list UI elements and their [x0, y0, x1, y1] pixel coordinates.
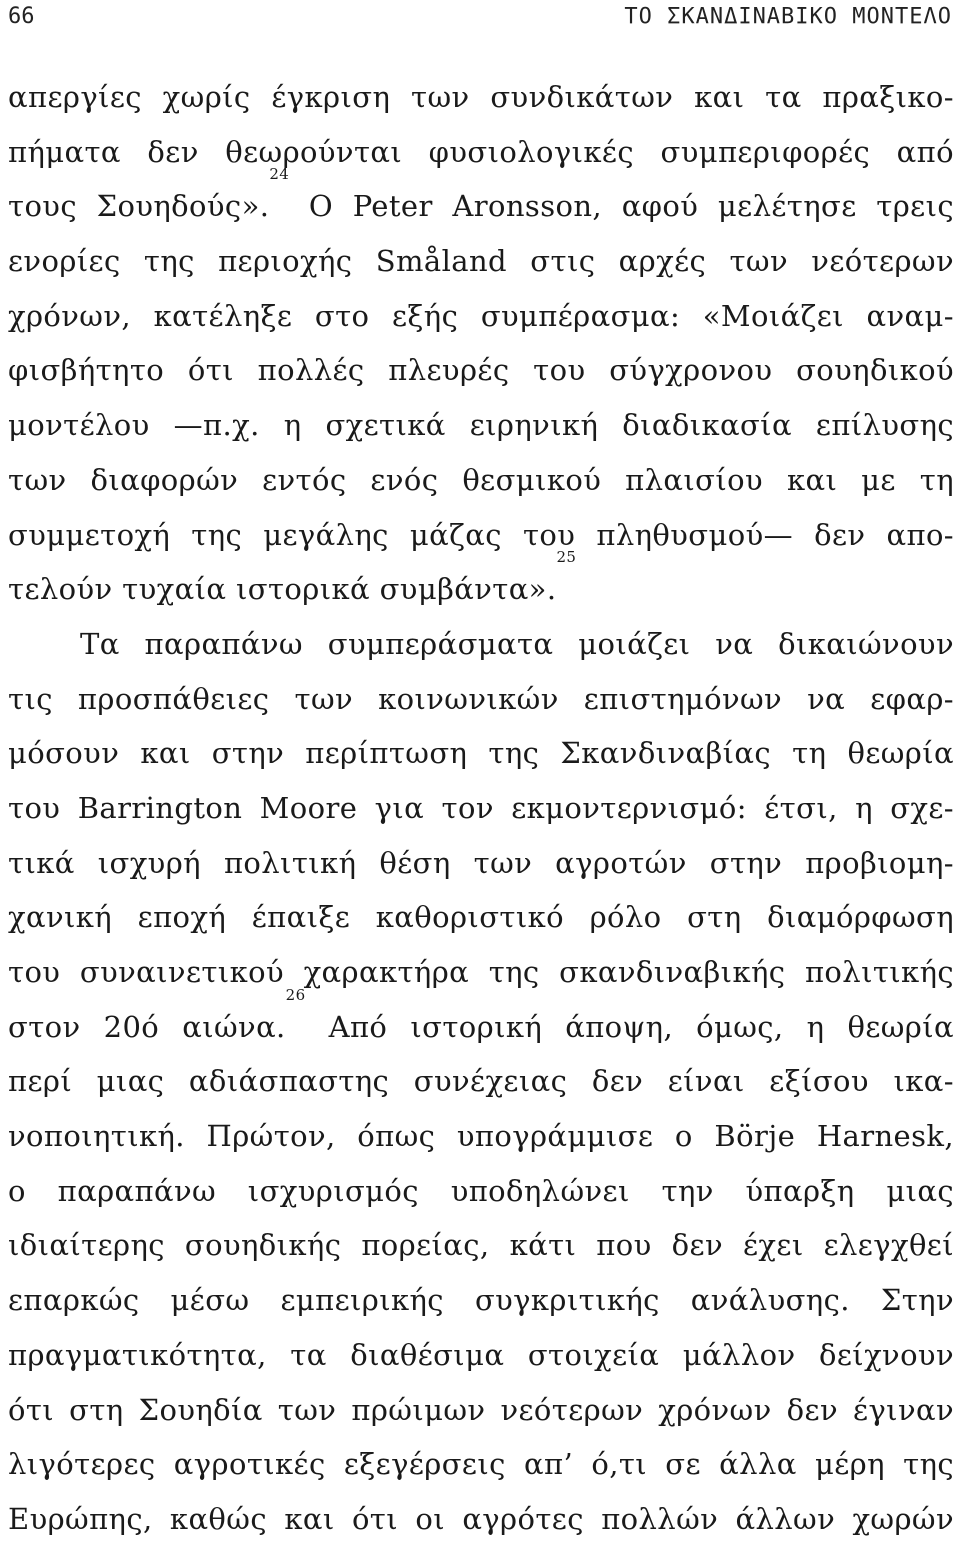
text-segment: Ευρώπης, καθώς και ότι οι αγρότες πολλών άλλων χωρών	[8, 1501, 954, 1536]
footnote-reference: 24	[269, 165, 290, 184]
text-segment: του συναινετικού χαρακτήρα της σκανδιναβικής πολιτικής	[8, 955, 954, 989]
footnote-reference: 26	[285, 985, 306, 1004]
text-line	[8, 453, 954, 508]
text-segment: Από ιστορική άποψη, όμως, η θεωρία	[305, 1009, 954, 1044]
text-segment: πραγματικότητα, τα διαθέσιμα στοιχεία μάλλον δείχνουν	[8, 1337, 954, 1372]
text-line	[8, 165, 954, 234]
text-segment: τικά ισχυρή πολιτική θέση των αγροτών στην προβιομη-	[8, 845, 954, 880]
text-segment: Ο Peter Aronsson, αφού μελέτησε τρεις	[289, 189, 954, 224]
text-line	[8, 1328, 954, 1383]
text-line	[8, 836, 954, 891]
text-line	[8, 125, 954, 180]
text-line	[8, 945, 954, 1000]
text-segment: τους Σουηδούς».	[8, 189, 270, 224]
page-number: 66	[8, 4, 35, 29]
text-line	[8, 781, 954, 836]
text-segment: περί μιας αδιάσπαστης συνέχειας δεν είναι εξίσου ικα-	[8, 1064, 954, 1099]
running-title: ΤΟ ΣΚΑΝΔΙΝΑΒΙΚΟ ΜΟΝΤΕΛΟ	[624, 4, 952, 29]
text-line	[8, 726, 954, 781]
text-line	[8, 508, 954, 563]
text-line	[8, 1054, 954, 1109]
text-segment: πήματα δεν θεωρούνται φυσιολογικές συμπεριφορές από	[8, 134, 954, 169]
text-segment: μοντέλου —π.χ. η σχετικά ειρηνική διαδικασία επίλυσης	[8, 408, 954, 443]
text-line	[8, 234, 954, 289]
text-segment: τις προσπάθειες των κοινωνικών επιστημόνων να εφαρ-	[8, 681, 954, 716]
body-text	[8, 70, 954, 1547]
text-line	[8, 289, 954, 344]
text-line	[8, 398, 954, 453]
text-segment: φισβήτητο ότι πολλές πλευρές του σύγχρονου σουηδικού	[8, 353, 954, 388]
text-segment: ιδιαίτερης σουηδικής πορείας, κάτι που δεν έχει ελεγχθεί	[8, 1228, 954, 1263]
text-line	[8, 1273, 954, 1328]
text-line	[8, 672, 954, 727]
text-segment: ότι στη Σουηδία των πρώιμων νεότερων χρόνων δεν έγιναν	[8, 1392, 954, 1427]
text-line	[8, 1164, 954, 1219]
text-line	[8, 548, 954, 617]
footnote-reference: 25	[556, 548, 577, 567]
text-segment: τελούν τυχαία ιστορικά συμβάντα».	[8, 572, 557, 607]
text-segment: Τα παραπάνω συμπεράσματα μοιάζει να δικαιώνουν	[80, 626, 954, 661]
text-segment: του Barrington Moore για τον εκμοντερνισμό: έτσι, η σχε-	[8, 790, 954, 825]
text-line	[8, 1218, 954, 1273]
text-line	[8, 70, 954, 125]
text-segment: απεργίες χωρίς έγκριση των συνδικάτων και τα πραξικο-	[8, 80, 954, 114]
text-segment: ο παραπάνω ισχυρισμός υποδηλώνει την ύπαρξη μιας	[8, 1173, 954, 1208]
text-line	[8, 1109, 954, 1164]
text-line	[8, 1492, 954, 1547]
text-line	[8, 1437, 954, 1492]
page-header	[8, 4, 952, 34]
text-line	[8, 985, 954, 1055]
text-line	[8, 1383, 954, 1438]
text-line	[8, 890, 954, 945]
text-segment: των διαφορών εντός ενός θεσμικού πλαισίου και με τη	[8, 462, 954, 497]
text-segment: χανική εποχή έπαιξε καθοριστικό ρόλο στη διαμόρφωση	[8, 900, 954, 935]
text-line	[8, 617, 954, 672]
text-line	[8, 343, 954, 398]
text-segment: λιγότερες αγροτικές εξεγέρσεις απ’ ό,τι σε άλλα μέρη της	[8, 1447, 954, 1482]
text-segment: συμμετοχή της μεγάλης μάζας του πληθυσμού— δεν απο-	[8, 517, 954, 552]
text-segment: νοποιητική. Πρώτον, όπως υπογράμμισε ο Börje Harnesk,	[8, 1119, 954, 1154]
text-segment: ενορίες της περιοχής Småland στις αρχές των νεότερων	[8, 244, 954, 279]
text-segment: στον 20ό αιώνα.	[8, 1009, 286, 1044]
text-segment: μόσουν και στην περίπτωση της Σκανδιναβίας τη θεωρία	[8, 736, 954, 771]
text-segment: επαρκώς μέσω εμπειρικής συγκριτικής ανάλυσης. Στην	[8, 1283, 954, 1318]
text-segment: χρόνων, κατέληξε στο εξής συμπέρασμα: «Μοιάζει αναμ-	[8, 298, 954, 333]
